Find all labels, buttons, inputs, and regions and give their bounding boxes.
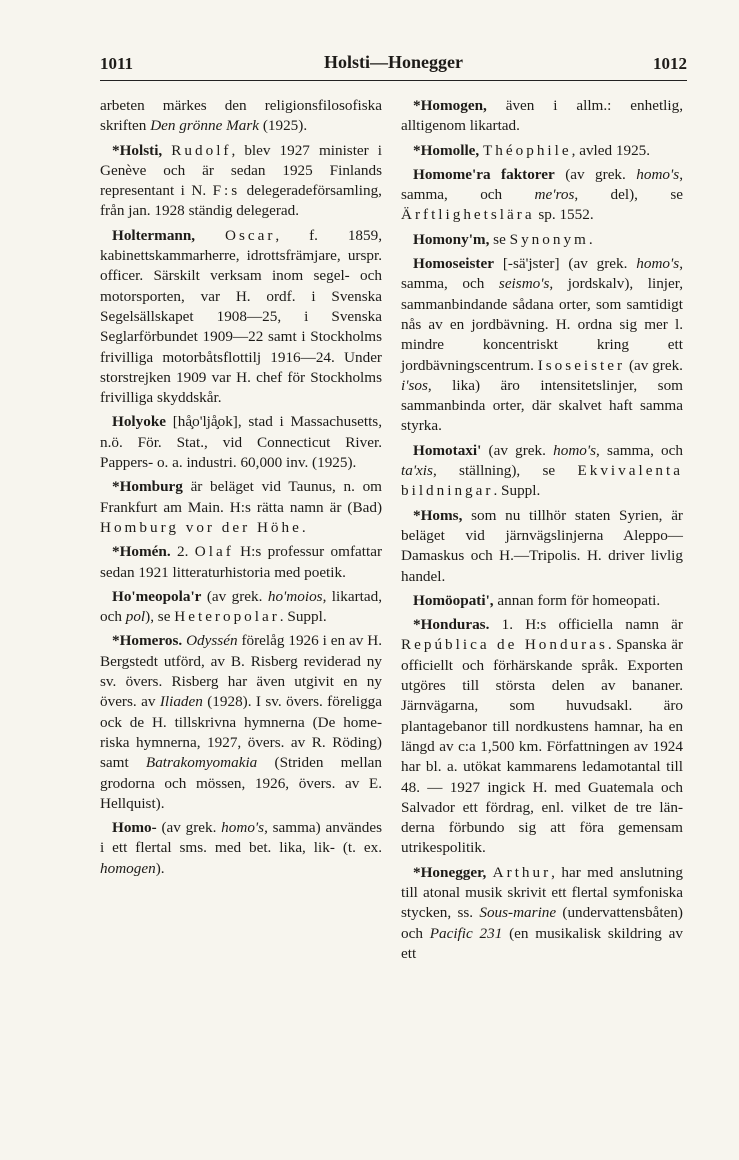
dictionary-entry (100, 542, 382, 583)
entry-text: se (489, 230, 510, 248)
entry-text: Théophile (483, 141, 572, 159)
entry-text: [hå̧o'ljå̧ok], stad i Massachusetts, n.ö. För. Stat., vid Connecticut River. Pappers- o. a. industri. 60,000 inv. (1925). (100, 413, 382, 472)
entry-text: , blev 1927 minister i Genève och är sedan 1925 Finlands representant i N. (100, 141, 382, 200)
entry-headword: *Holsti, (112, 141, 163, 159)
page-header (100, 50, 687, 78)
entry-text: , samma) användes i ett flertal sms. med bet. lika, lik- (t. ex. (100, 819, 382, 857)
entry-text: ). (155, 859, 165, 877)
entry-text: Batrakomyomakia (145, 754, 258, 772)
dictionary-entry (100, 412, 382, 473)
dictionary-entry (401, 141, 683, 161)
dictionary-entry (401, 254, 683, 437)
entry-text: Pacific 231 (429, 924, 503, 942)
entry-text: , ställning), se (432, 462, 578, 480)
entry-text: F:s (212, 182, 241, 200)
entry-text: (1928). I sv. övers. föreligga ock de H. tillskrivna hymnerna (De homeriska hymnerna, 1927, övers. av R. Röding) samt (100, 693, 383, 772)
dictionary-entry (100, 96, 382, 137)
entry-text: (undervattensbåten) och (401, 904, 683, 942)
entry-text: me'ros (534, 186, 575, 204)
entry-text: (av grek. (201, 587, 268, 605)
entry-text: 2. (170, 543, 195, 561)
dictionary-entry (401, 441, 683, 502)
entry-text: Arthur (492, 863, 552, 881)
entry-text: Den grönne Mark (150, 117, 260, 135)
entry-text: (av grek. (554, 165, 637, 183)
left-column (100, 96, 382, 883)
dictionary-entry (401, 863, 683, 964)
entry-headword: Holyoke (112, 413, 167, 431)
entry-text: . Suppl. (279, 608, 327, 626)
entry-text: förelåg 1926 i en av H. Bergstedt utförd, av B. Risberg reviderad ny sv. övers. Risberg har även utgivit en ny övers. av (100, 632, 382, 711)
entry-text: homogen (100, 859, 156, 877)
entry-headword: Homo- (112, 819, 157, 837)
entry-headword: Homoseister (413, 255, 494, 273)
running-title: Holsti—Honegger (324, 52, 463, 72)
entry-text: , samma, och (401, 165, 683, 204)
entry-text: , f. 1859, kabinettskammarherre, idrottsfrämjare, urspr. officer. Särskilt verksam inom segel- och motorsporten, var H. ordf. i Svenska Segelsällskapet 1908—25, i Svenska Seglarförbundet 1909—22 samt i Stockholms frivilliga motorbåtsflottilj 1916—24. Under storstrejken 1909 var H. chef för Stockholms frivilliga skyddskår. (100, 226, 383, 407)
entry-text: (en musikalisk skildring av ett (401, 924, 684, 962)
entry-headword: Homome'ra faktorer (413, 165, 555, 183)
entry-headword: Homöopati', (413, 591, 494, 609)
entry-text: Homburg vor der Höhe (100, 518, 302, 536)
entry-text: Oscar (225, 226, 276, 244)
dictionary-entry (100, 141, 382, 222)
entry-text: 1. H:s officiella namn är (489, 616, 683, 634)
entry-text: , har med anslutning till atonal musik skrivit ett flertal symfoniska stycken, ss. (401, 863, 683, 922)
entry-text: Ärftlighetslära (401, 206, 535, 224)
entry-text: homo's (636, 255, 680, 273)
entry-text: Isoseister (537, 356, 626, 374)
right-column (401, 96, 683, 968)
entry-text (195, 227, 225, 244)
header-rule (100, 80, 687, 81)
entry-text: ), se (145, 608, 175, 626)
entry-headword: Holtermann, (112, 226, 196, 244)
entry-text: , samma, och (401, 255, 683, 293)
entry-headword: *Homén. (112, 543, 171, 561)
entry-headword: *Honduras. (413, 616, 490, 634)
entry-text: Synonym (509, 230, 589, 248)
entry-text: (Striden mellan grodorna och mössen, 1926, övers. av E. Hellquist). (100, 754, 382, 812)
entry-headword: *Homogen, (413, 97, 487, 114)
dictionary-entry (401, 165, 683, 226)
entry-text: Ekvivalenta bildningar (401, 462, 683, 500)
entry-text: , likartad, och (100, 587, 382, 626)
entry-text: seismo's (498, 275, 550, 293)
dictionary-entry (100, 818, 382, 879)
entry-text: Sous-marine (479, 904, 557, 922)
entry-text: (1925). (259, 117, 308, 135)
entry-headword: *Homburg (112, 478, 183, 496)
entry-text: Olaf (194, 543, 234, 561)
entry-text (162, 142, 171, 159)
entry-text: . Suppl. (493, 482, 541, 500)
dictionary-entry (401, 96, 683, 137)
entry-text: . Spanska är officiellt och förhärskande språk. Exporten utgöres till största delen av bananer. Järnvägarna, som huvudsakl. äro plantagebanor till nordkustens hamnar, ha en längd av c:a 1,500 km. Författningen av 1924 har bl. a. utökat kammarens ledamotantal till 48. — 1927 ingick H. med Guatemala och Salvador ett fördrag, enl. vilket de tre länderna förbundo sig att föra gemensam utrikespolitik. (401, 636, 683, 857)
dictionary-entry (100, 631, 382, 814)
entry-text: Iliaden (159, 693, 203, 711)
dictionary-entry (401, 506, 683, 587)
entry-text: República de Honduras (401, 636, 608, 654)
entry-headword: Homotaxi' (413, 441, 482, 459)
entry-text: H:s professur omfattar sedan 1921 litteraturhistoria med poetik. (100, 543, 382, 581)
page-number-left: 1011 (100, 54, 134, 73)
entry-headword: *Homs, (413, 506, 463, 524)
entry-headword: *Homolle, (413, 141, 480, 159)
dictionary-entry (401, 591, 683, 611)
entry-headword: Ho'meopola'r (112, 587, 202, 605)
entry-text: homo's (221, 819, 265, 837)
dictionary-entry (100, 226, 382, 409)
entry-headword: *Honegger, (413, 863, 487, 881)
entry-text: i'sos (401, 376, 428, 394)
entry-text: (av grek. (156, 819, 222, 837)
entry-text: , jordskalv), linjer, sammanbindande sådana orter, som samtidigt nås av en jordbävning. H. ordna sig mer l. mindre koncentriskt kring ett jordbävningscentrum. (401, 275, 683, 374)
entry-text: sp. 1552. (534, 206, 594, 224)
entry-text: homo's (636, 165, 680, 183)
dictionary-entry (401, 615, 683, 859)
entry-text: , del), se (574, 186, 684, 204)
entry-text: även i allm.: enhetlig, alltigenom likartad. (401, 97, 683, 135)
entry-text: annan form för homeopati. (493, 591, 661, 609)
entry-text: Odyssén (186, 632, 238, 650)
entry-text: Rudolf (171, 141, 232, 159)
entry-headword: Homony'm, (413, 230, 490, 248)
entry-text: Heteropolar (174, 608, 280, 626)
entry-text: homo's (553, 441, 597, 459)
dictionary-entry (100, 587, 382, 628)
entry-text: pol (125, 608, 146, 626)
entry-text: . (301, 518, 306, 536)
dictionary-entry (100, 477, 382, 538)
entry-text: , avled 1925. (571, 141, 651, 159)
entry-text: arbeten märkes den religionsfilosofiska skriften (100, 97, 382, 135)
entry-text: [-sä'jster] (av grek. (493, 255, 637, 273)
entry-text: ho'moios (267, 587, 323, 605)
entry-text: (av grek. (481, 441, 554, 459)
entry-headword: *Homeros. (112, 632, 183, 650)
page-number-right: 1012 (653, 54, 687, 73)
dictionary-entry (401, 230, 683, 250)
entry-text: , lika) äro intensitetslinjer, som sammanbinda orter, där skalvet haft samma styrka. (401, 376, 683, 435)
entry-text: som nu tillhör staten Syrien, är beläget vid järnvägslinjerna Aleppo—Damaskus och H.—Tripolis. H. driver livlig handel. (401, 506, 683, 585)
entry-text: , samma, och (596, 441, 683, 459)
entry-text: . (588, 230, 593, 248)
entry-text: (av grek. (625, 356, 683, 374)
entry-text: ta'xis (401, 462, 433, 480)
entry-text: delegeradeförsamling, från jan. 1928 ständig delegerad. (100, 182, 382, 220)
entry-text: är beläget vid Taunus, n. om Frankfurt am Main. H:s rätta namn är (Bad) (100, 478, 382, 516)
